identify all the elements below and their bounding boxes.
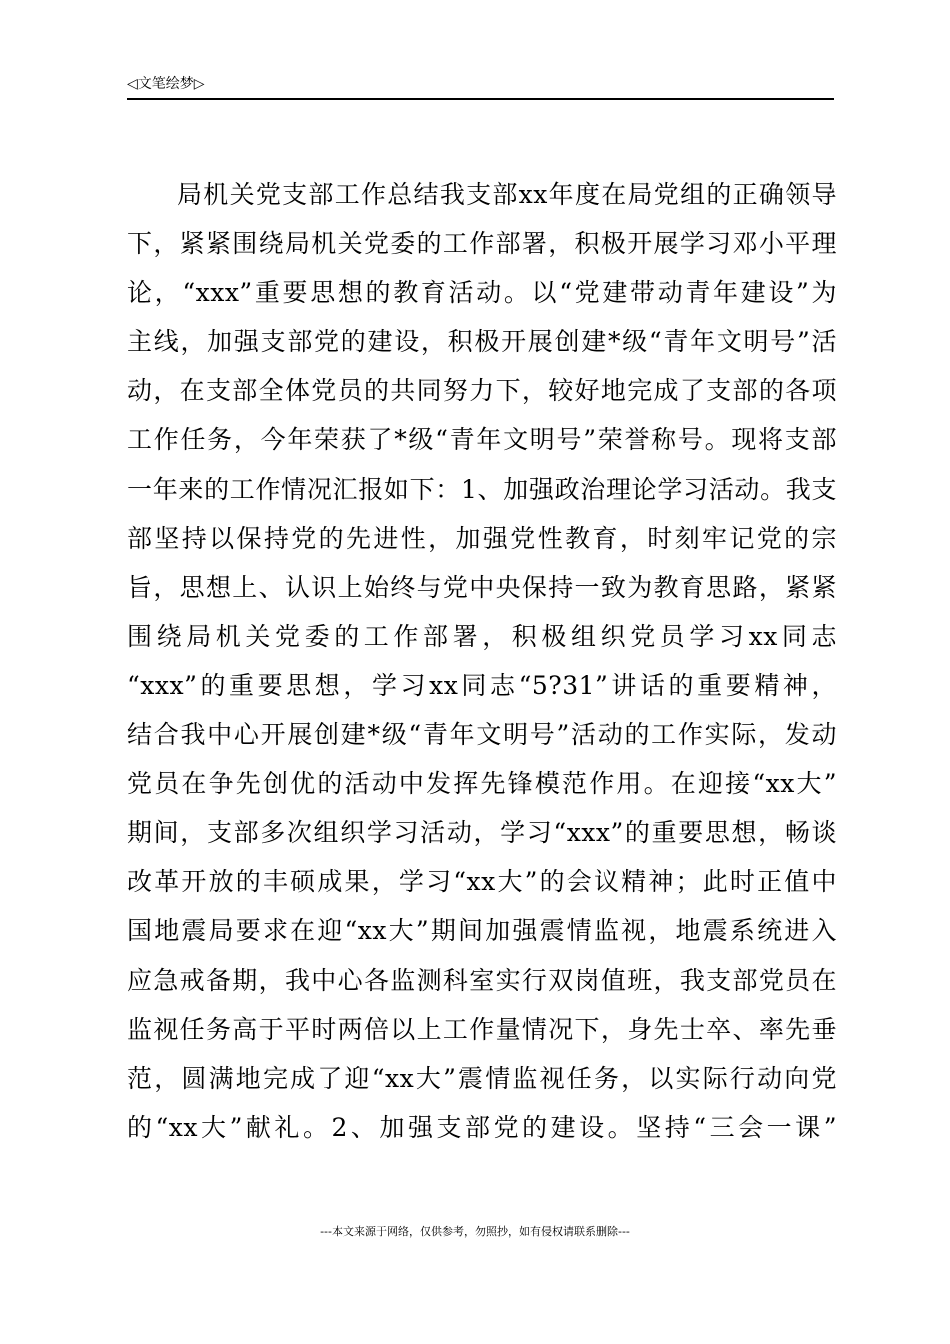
body-line: 围绕局机关党委的工作部署，积极组织党员学习xx同志 (127, 621, 837, 651)
body-line: 论，“xxx”重要思想的教育活动。以“党建带动青年建设”为 (127, 278, 837, 308)
header-title: ◁文笔绘梦▷ (127, 76, 205, 92)
body-line: 的“xx大”献礼。2、加强支部党的建设。坚持“三会一课” (127, 1112, 837, 1142)
body-line: 一年来的工作情况汇报如下：1、加强政治理论学习活动。我支 (127, 474, 837, 504)
body-line: 旨，思想上、认识上始终与党中央保持一致为教育思路，紧紧 (127, 572, 837, 602)
body-line: 监视任务高于平时两倍以上工作量情况下，身先士卒、率先垂 (127, 1014, 837, 1044)
body-line: “xxx”的重要思想，学习xx同志“5?31”讲话的重要精神， (127, 670, 837, 700)
body-line: 局机关党支部工作总结我支部xx年度在局党组的正确领导 (177, 180, 837, 209)
body-line: 应急戒备期，我中心各监测科室实行双岗值班，我支部党员在 (127, 965, 837, 995)
body-line: 范，圆满地完成了迎“xx大”震情监视任务，以实际行动向党 (127, 1063, 837, 1093)
document-body (127, 170, 837, 1152)
body-line: 部坚持以保持党的先进性，加强党性教育，时刻牢记党的宗 (127, 523, 837, 553)
body-line: 国地震局要求在迎“xx大”期间加强震情监视，地震系统进入 (127, 916, 837, 946)
body-line: 结合我中心开展创建*级“青年文明号”活动的工作实际，发动 (127, 720, 837, 750)
body-line: 下，紧紧围绕局机关党委的工作部署，积极开展学习邓小平理 (127, 229, 837, 259)
page-footer: ---本文来源于网络，仅供参考，勿照抄，如有侵权请联系删除--- (320, 1225, 630, 1238)
body-line: 期间，支部多次组织学习活动，学习“xxx”的重要思想，畅谈 (127, 818, 837, 848)
body-line: 动，在支部全体党员的共同努力下，较好地完成了支部的各项 (127, 376, 837, 406)
page-header (127, 74, 834, 100)
body-line: 改革开放的丰硕成果，学习“xx大”的会议精神；此时正值中 (127, 867, 837, 897)
body-line: 工作任务，今年荣获了*级“青年文明号”荣誉称号。现将支部 (127, 425, 837, 455)
body-line: 党员在争先创优的活动中发挥先锋模范作用。在迎接“xx大” (127, 769, 837, 799)
body-line: 主线，加强支部党的建设，积极开展创建*级“青年文明号”活 (127, 327, 837, 357)
